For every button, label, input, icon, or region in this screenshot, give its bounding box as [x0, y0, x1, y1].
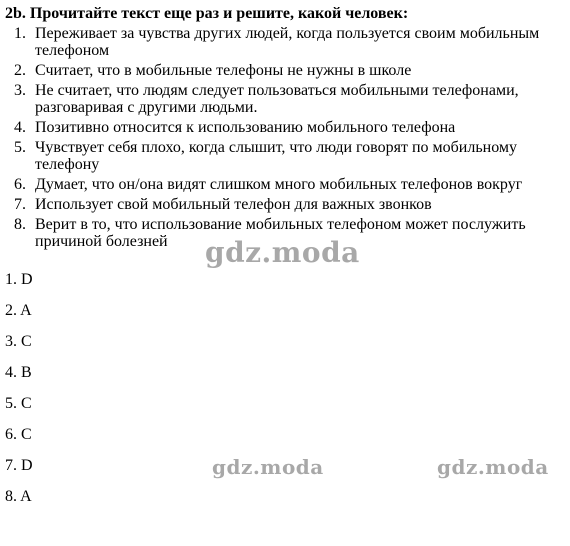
question-number: 4. [14, 119, 26, 136]
question-list [0, 25, 570, 253]
question-item [0, 196, 560, 213]
question-text: Не считает, что людям следует пользоваться мобильными телефонами, разговаривая с другими людьми. [35, 82, 519, 116]
question-text: Позитивно относится к использованию мобильного телефона [35, 119, 456, 136]
answer-item: 5. C [5, 395, 32, 412]
question-item [0, 119, 560, 136]
question-number: 8. [14, 216, 26, 233]
question-number: 7. [14, 196, 26, 213]
question-number: 6. [14, 176, 26, 193]
answer-item: 7. D [5, 457, 33, 474]
question-number: 2. [14, 62, 26, 79]
question-item [0, 139, 560, 173]
question-text: Верит в то, что использование мобильных телефоном может послужить причиной болезней [35, 216, 526, 250]
question-number: 5. [14, 139, 26, 156]
question-item [0, 25, 560, 59]
answer-item: 3. C [5, 333, 32, 350]
question-text: Считает, что в мобильные телефоны не нужны в школе [35, 62, 412, 79]
question-text: Переживает за чувства других людей, когда пользуется своим мобильным телефоном [35, 25, 540, 59]
question-item [0, 176, 560, 193]
question-text: Думает, что он/она видят слишком много мобильных телефонов вокруг [35, 176, 523, 193]
answer-item: 8. A [5, 488, 32, 505]
watermark-logo: gdz.moda [437, 455, 549, 479]
question-item [0, 62, 560, 79]
question-item [0, 82, 560, 116]
question-number: 3. [14, 82, 26, 99]
answer-item: 2. A [5, 302, 32, 319]
answer-item: 1. D [5, 271, 33, 288]
task-heading: 2b. Прочитайте текст еще раз и решите, какой человек: [5, 5, 409, 22]
watermark-logo: gdz.moda [205, 236, 360, 269]
question-text: Чувствует себя плохо, когда слышит, что люди говорят по мобильному телефону [35, 139, 518, 173]
question-number: 1. [14, 25, 26, 42]
question-text: Использует свой мобильный телефон для важных звонков [35, 196, 432, 213]
answer-item: 4. B [5, 364, 32, 381]
watermark-logo: gdz.moda [212, 455, 324, 479]
answer-item: 6. C [5, 426, 32, 443]
